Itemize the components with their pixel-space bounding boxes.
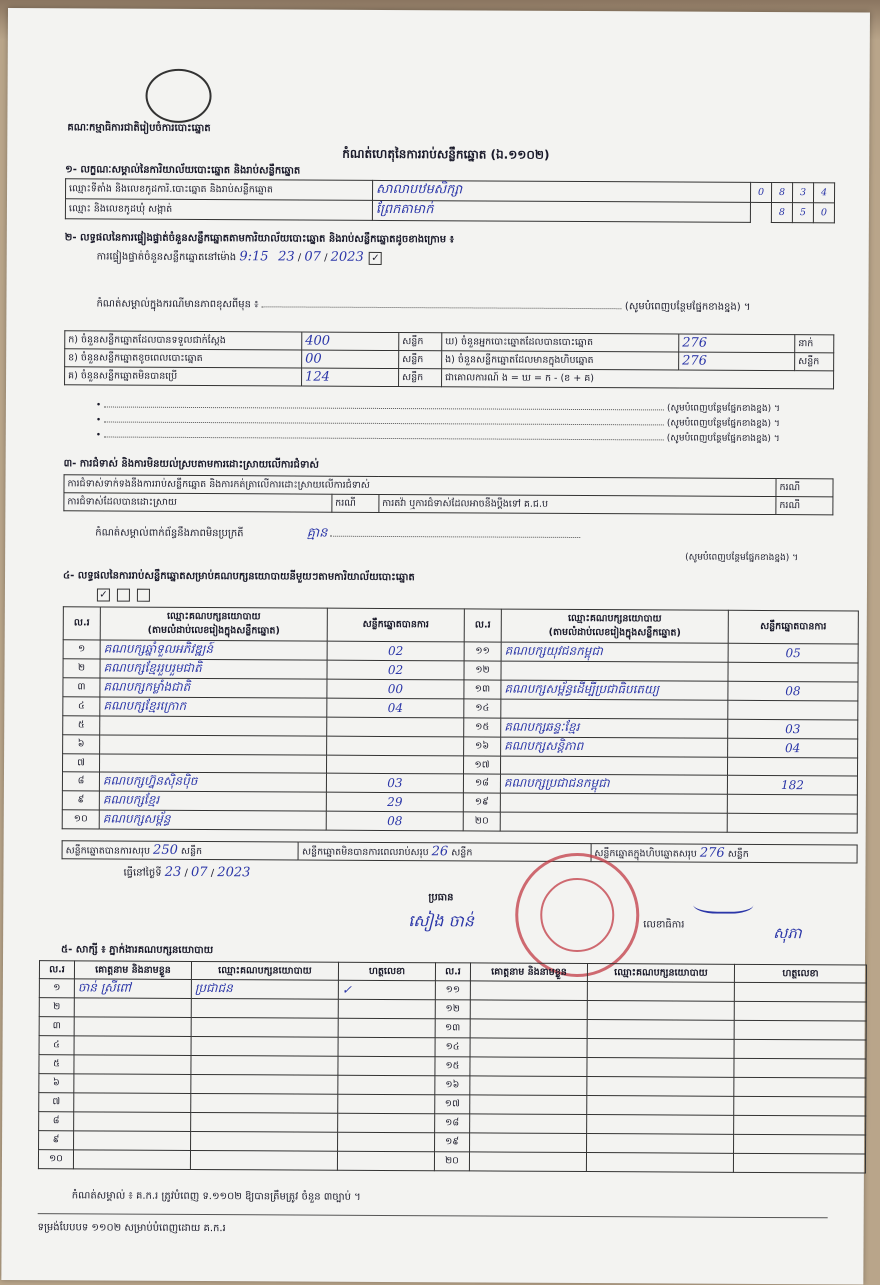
- chair-signature: សៀង ចាន់: [408, 911, 474, 931]
- verification-line: ការផ្ទៀងផ្ទាត់ចំនួនសន្លឹកឆ្នោតនៅម៉ោង 9:15 23 / 07 / 2023 ✓: [97, 248, 384, 266]
- party-name: [100, 754, 327, 773]
- row-no: ១១: [464, 642, 501, 661]
- unit-label: នាក់: [795, 335, 834, 353]
- party-name: គណបក្សខ្មែរ: [99, 791, 326, 811]
- divider: [38, 1213, 828, 1218]
- row-no: ១៧: [463, 756, 500, 774]
- witness-name: [74, 1112, 191, 1132]
- total-valid-value: 250: [153, 842, 178, 858]
- witness-signature: [734, 1115, 866, 1135]
- location-value: សាលាបឋមសិក្សា: [372, 180, 750, 202]
- signature-scribble: [693, 892, 753, 914]
- row-no: ១៩: [435, 1133, 470, 1152]
- irregularity-value: គ្មាន: [306, 525, 328, 541]
- col-votes: សន្លឹកឆ្នោតបានការ: [327, 608, 464, 642]
- row-no: ១១: [435, 981, 470, 1000]
- witness-signature: [734, 1020, 866, 1040]
- witness-party: [191, 1036, 338, 1056]
- row-no: ៤: [63, 697, 100, 716]
- witness-signature: [734, 1077, 866, 1097]
- vote-count: 08: [728, 681, 858, 701]
- page-title: កំណត់ហេតុនៃការរាប់សន្លឹកឆ្នោត (ឯ.១១០២): [342, 146, 550, 162]
- col-name: គោត្តនាម និងនាមខ្លួន: [74, 961, 191, 980]
- anomaly-label: កំណត់សម្គាល់ក្នុងករណីមានភាពខុសពីមុន ៖: [96, 298, 259, 311]
- party-name: [100, 735, 327, 755]
- party-name: គណបក្សសម្ព័ន្ធ: [99, 810, 326, 830]
- vote-count: 29: [326, 792, 463, 812]
- party-name: [500, 793, 727, 813]
- unit-label: សន្លឹក: [399, 333, 442, 351]
- witness-party: [587, 1134, 734, 1154]
- col-sign: ហត្ថលេខា: [734, 964, 866, 983]
- party-name: គណបក្សហ្វ៊ុនស៊ិនប៉ិច: [99, 772, 326, 792]
- witness-signature: [734, 982, 866, 1002]
- code2-digit: 0: [813, 203, 834, 223]
- code2-digit: 8: [771, 203, 792, 223]
- row-no: ១២: [464, 661, 501, 680]
- witness-signature: [338, 1113, 435, 1133]
- vote-count: 04: [728, 738, 858, 758]
- col-no: ល.រ: [39, 961, 74, 979]
- witness-name: [470, 1076, 587, 1096]
- vote-count: 05: [728, 643, 858, 663]
- a-label: ក) ចំនួនសន្លឹកឆ្នោតដែលបានទទួលជាក់ស្តែង: [65, 331, 302, 350]
- row-no: ១៤: [464, 699, 501, 718]
- witness-signature: [734, 1039, 866, 1059]
- objection-row1: ការជំទាស់ទាក់ទងនឹងការរាប់សន្លឹកឆ្នោត និងការកត់ត្រាលើការដោះស្រាយលើការជំទាស់: [64, 475, 776, 497]
- verification-day: 23: [278, 249, 295, 265]
- witness-signature: [338, 1056, 435, 1076]
- section1-heading: ១- លក្ខណៈសម្គាល់នៃការិយាល័យបោះឆ្នោត និងរាប់សន្លឹកឆ្នោត: [65, 164, 301, 177]
- official-stamp: [515, 853, 640, 978]
- witness-name: [470, 1000, 587, 1020]
- location-label: ឈ្មោះទីតាំង និងលេខកូដការិ.បោះឆ្នោត និងរាប់សន្លឹកឆ្នោត: [66, 179, 373, 201]
- row-no: ២: [63, 659, 100, 678]
- party-name: គណបក្សសម្ព័ន្ធដើម្បីប្រជាធិបតេយ្យ: [501, 680, 728, 700]
- total-invalid-label: សន្លឹកឆ្នោតមិនបានការពេលរាប់សរុប: [301, 846, 429, 858]
- vote-count: 04: [327, 698, 464, 718]
- witness-signature: ✓: [338, 980, 435, 1000]
- fill-note: (សូមបំពេញបន្ថែមផ្នែកខាងខ្នង) ។: [624, 301, 751, 313]
- vote-count: 08: [326, 811, 463, 831]
- col-party: ឈ្មោះគណបក្សនយោបាយ: [587, 964, 734, 983]
- witness-table: [38, 960, 867, 1173]
- table-row: [62, 810, 857, 833]
- total-box-label: សន្លឹកឆ្នោតក្នុងហិបឆ្នោតសរុប: [594, 847, 697, 860]
- witness-signature: [338, 1094, 435, 1114]
- witness-signature: [734, 1134, 866, 1154]
- party-name: គណបក្សកម្លាំងជាតិ: [100, 678, 327, 698]
- witness-party: [191, 1093, 338, 1113]
- c-value: 124: [302, 368, 399, 387]
- section2-heading: ២- លទ្ធផលនៃការផ្ទៀងផ្ទាត់ចំនួនសន្លឹកឆ្នោតតាមការិយាល័យបោះឆ្នោត និងរាប់សន្លឹកឆ្នោតដូចខាងក្រោម ៖: [64, 232, 455, 246]
- document-sheet: [1, 8, 870, 1284]
- party-name: [500, 812, 727, 832]
- row-no: ១៨: [435, 1114, 470, 1133]
- row-no: ៦: [39, 1074, 74, 1093]
- witness-party: [587, 1077, 734, 1097]
- total-valid-label: សន្លឹកឆ្នោតបានការសរុប: [65, 844, 151, 857]
- unit-label: សន្លឹក: [727, 848, 749, 860]
- col-no: ល.រ: [435, 963, 470, 981]
- row-no: ៥: [39, 1055, 74, 1074]
- witness-signature: [338, 1018, 435, 1038]
- vote-count: [727, 813, 857, 833]
- col-name: គោត្តនាម និងនាមខ្លួន: [470, 963, 587, 982]
- row-no: ១៣: [464, 680, 501, 699]
- col-no: ល.រ: [464, 609, 501, 642]
- row-no: ១៨: [463, 774, 500, 793]
- witness-party: [191, 998, 338, 1018]
- vote-count: 03: [728, 719, 858, 739]
- witness-party: [191, 1017, 338, 1037]
- case-label: ករណី: [776, 479, 833, 497]
- row-no: ១០: [62, 810, 99, 829]
- committee-name: គណៈកម្មាធិការជាតិរៀបចំការបោះឆ្នោត: [67, 122, 211, 135]
- witness-name: [74, 1074, 191, 1094]
- witness-party: [191, 1074, 338, 1094]
- row-no: ៧: [63, 754, 100, 772]
- e-label: ង) ចំនួនសន្លឹកឆ្នោតដែលមានក្នុងហិបឆ្នោត: [442, 351, 679, 370]
- total-box: [591, 844, 857, 863]
- witness-party: [587, 982, 734, 1002]
- code1-digit: 0: [750, 182, 771, 202]
- b-value: 00: [302, 350, 399, 369]
- member-signature: សុភា: [773, 924, 802, 943]
- witness-name: [74, 1093, 191, 1113]
- witness-party: [587, 1096, 734, 1116]
- witness-party: [190, 1150, 337, 1170]
- case-label: ករណី: [332, 494, 379, 512]
- col-no: ល.រ: [63, 607, 100, 640]
- verification-month: 07: [304, 249, 321, 265]
- witness-signature: [734, 1001, 866, 1021]
- total-box-value: 276: [699, 845, 725, 861]
- party-name: [501, 661, 728, 681]
- party-name: [100, 716, 327, 736]
- irregularity-label: កំណត់សម្គាល់ពាក់ព័ន្ធនឹងភាពមិនប្រក្រតី: [95, 527, 244, 540]
- date-label: ធ្វើនៅថ្ងៃទី: [123, 867, 162, 879]
- row-no: ៧: [39, 1093, 74, 1112]
- witness-name: [470, 1038, 587, 1058]
- section4-heading: ៤- លទ្ធផលនៃការរាប់សន្លឹកឆ្នោតសម្រាប់គណបក្សនយោបាយនីមួយៗតាមការិយាល័យបោះឆ្នោត: [62, 570, 415, 584]
- vote-count: 02: [327, 641, 464, 661]
- witness-signature: [337, 1151, 434, 1171]
- section3-heading: ៣- ការជំទាស់ និងការមិនយល់ស្របតាមការដោះស្រាយលើការជំទាស់: [63, 458, 319, 471]
- row-no: ៣: [63, 678, 100, 697]
- witness-party: [587, 1115, 734, 1135]
- d-label: ឃ) ចំនួនអ្នកបោះឆ្នោតដែលបានបោះឆ្នោត: [442, 333, 679, 352]
- witness-signature: [733, 1153, 865, 1173]
- party-name: គណបក្សប្រជាជនកម្ពុជា: [500, 774, 727, 794]
- vote-count: [327, 717, 464, 737]
- fill-note: (សូមបំពេញបន្ថែមផ្នែកខាងខ្នង) ។: [685, 552, 799, 564]
- unit-label: សន្លឹក: [795, 353, 834, 371]
- party-name: គណបក្សខ្មែរក្រោក: [100, 697, 327, 717]
- form-code: ទម្រង់បែបបទ ១១០២ សម្រាប់បំពេញដោយ គ.ក.រ: [37, 1222, 226, 1235]
- row-no: ៩: [62, 791, 99, 810]
- witness-party: [586, 1153, 733, 1173]
- results-table: [62, 606, 859, 833]
- witness-signature: [338, 1037, 435, 1057]
- witness-name: [470, 1057, 587, 1077]
- date-year: 2023: [217, 865, 251, 881]
- unit-label: សន្លឹក: [399, 369, 442, 387]
- e-value: 276: [679, 352, 795, 371]
- case-label: ករណី: [776, 497, 833, 515]
- total-valid: [62, 841, 299, 860]
- vote-count: [728, 662, 858, 682]
- objection-appeal: ការតវ៉ា ឬការជំទាស់ដែលអាចនឹងប្តឹងទៅ គ.ជ.ប: [379, 494, 776, 514]
- objection-resolved: ការជំទាស់ដែលបានដោះស្រាយ: [64, 493, 332, 512]
- anomaly-line: [96, 296, 836, 315]
- row-no: ២០: [463, 812, 500, 831]
- d-value: 276: [679, 334, 795, 353]
- witness-name: [74, 1055, 191, 1075]
- code1-digit: 8: [771, 183, 792, 203]
- row-no: ៥: [63, 716, 100, 735]
- witness-party: [587, 1001, 734, 1021]
- unit-label: សន្លឹក: [180, 845, 203, 857]
- row-no: ៣: [39, 1017, 74, 1036]
- footnote: កំណត់សម្គាល់ ៖ គ.ក.រ ត្រូវបំពេញ ទ.១១០២ ឱ្យបានត្រឹមត្រូវ ចំនួន ៣ច្បាប់ ។: [71, 1190, 361, 1203]
- unit-label: សន្លឹក: [399, 351, 442, 369]
- row-no: ១៥: [464, 718, 501, 737]
- col-party-sub: (តាមលំដាប់លេខរៀងក្នុងសន្លឹកឆ្នោត): [548, 626, 681, 639]
- section2-notes: • (សូមបំពេញបន្ថែមផ្នែកខាងខ្នង) ។ • (សូមបំពេញបន្ថែមផ្នែកខាងខ្នង) ។ • (សូមបំពេញបន្ថែមផ្នែកខាងខ្នង) ។: [95, 400, 780, 445]
- witness-name: [470, 1114, 587, 1134]
- vote-count: [727, 757, 857, 776]
- party-name: គណបក្សឆន្ទៈខ្មែរ: [501, 718, 728, 738]
- total-invalid: [298, 842, 590, 862]
- col-party: ឈ្មោះគណបក្សនយោបាយ: [568, 612, 662, 625]
- witness-signature: [338, 1132, 435, 1152]
- section5-heading: ៥- សាក្សី ៖ ភ្នាក់ងារគណបក្សនយោបាយ: [61, 944, 214, 957]
- b-label: ខ) ចំនួនសន្លឹកឆ្នោតខូចពេលបោះឆ្នោត: [65, 349, 302, 368]
- row-no: ១: [39, 979, 74, 998]
- row-no: ១៧: [435, 1095, 470, 1114]
- witness-signature: [734, 1058, 866, 1078]
- row-no: ១៩: [463, 793, 500, 812]
- witness-party: [191, 1112, 338, 1132]
- party-name: គណបក្សឆ្នាំទួលអភិវឌ្ឍន៍: [100, 640, 327, 660]
- vote-count: [327, 736, 464, 756]
- row-no: ២: [39, 998, 74, 1017]
- vote-count: [326, 755, 463, 774]
- chair-label: ប្រធាន: [428, 892, 454, 904]
- witness-name: [74, 1017, 191, 1037]
- party-name: [500, 756, 727, 775]
- row-no: ១៣: [435, 1019, 470, 1038]
- row-no: ១៥: [435, 1057, 470, 1076]
- verification-time: 9:15: [239, 249, 269, 265]
- row-no: ២០: [434, 1152, 469, 1171]
- date-month: 07: [190, 864, 208, 881]
- totals-table: [62, 840, 858, 863]
- objection-table: [63, 474, 833, 515]
- row-no: ៤: [39, 1036, 74, 1055]
- witness-name: [470, 1019, 587, 1039]
- row-no: ១: [63, 640, 100, 659]
- witness-party: [191, 1055, 338, 1075]
- witness-party: [587, 1020, 734, 1040]
- witness-name: [74, 998, 191, 1018]
- witness-signature: [338, 1075, 435, 1095]
- checkbox-checked[interactable]: ✓: [369, 251, 382, 264]
- party-name: [501, 699, 728, 719]
- date-day: 23: [164, 864, 182, 880]
- signing-date: ធ្វើនៅថ្ងៃទី 23 / 07 / 2023: [123, 864, 251, 881]
- checkbox-checked[interactable]: ✓: [97, 588, 110, 601]
- party-name: គណបក្សយុវជនកម្ពុជា: [501, 642, 728, 662]
- witness-name: [469, 1152, 586, 1172]
- checkbox[interactable]: [137, 589, 150, 602]
- row-no: ៦: [63, 735, 100, 754]
- commune-label: ឈ្មោះ និងលេខកូដឃុំ សង្កាត់: [65, 199, 372, 221]
- formula: ជាគោលការណ៍ ង = ឃ = ក - (ខ + គ): [442, 369, 834, 389]
- fill-note: (សូមបំពេញបន្ថែមផ្នែកខាងខ្នង) ។: [666, 433, 780, 445]
- witness-party: [587, 1058, 734, 1078]
- col-party-sub: (តាមលំដាប់លេខរៀងក្នុងសន្លឹកឆ្នោត): [147, 624, 280, 637]
- party-name: គណបក្សសន្តិភាព: [501, 737, 728, 757]
- section4-checkboxes: [95, 588, 152, 601]
- col-party: ឈ្មោះគណបក្សនយោបាយ: [191, 961, 338, 980]
- row-no: ១២: [435, 1000, 470, 1019]
- code1-digit: 3: [792, 183, 813, 203]
- emblem-logo: [145, 69, 211, 123]
- secretary-label: លេខាធិការ: [643, 919, 685, 931]
- row-no: ១៤: [435, 1038, 470, 1057]
- row-no: ១០: [38, 1150, 73, 1169]
- witness-party: [191, 1131, 338, 1151]
- vote-count: 00: [327, 679, 464, 699]
- code1-digit: 4: [813, 183, 834, 203]
- row-no: ១៦: [464, 737, 501, 756]
- witness-name: [470, 1133, 587, 1153]
- unit-label: សន្លឹក: [451, 846, 473, 858]
- col-party: ឈ្មោះគណបក្សនយោបាយ: [167, 610, 261, 623]
- c-label: គ) ចំនួនសន្លឹកឆ្នោតមិនបានប្រើ: [65, 367, 302, 386]
- row-no: ៨: [39, 1112, 74, 1131]
- party-name: គណបក្សខ្មែររួបរួមជាតិ: [100, 659, 327, 679]
- witness-party: ប្រជាជន: [191, 979, 338, 999]
- vote-count: 02: [327, 660, 464, 680]
- witness-name: [470, 981, 587, 1001]
- col-sign: ហត្ថលេខា: [338, 962, 435, 981]
- commune-value: ព្រែកតាមាក់: [372, 200, 750, 222]
- row-no: ៩: [39, 1131, 74, 1150]
- witness-name: ចាន់ ស្រីពៅ: [74, 979, 191, 999]
- vote-count: 03: [326, 773, 463, 793]
- vote-count: 182: [727, 775, 857, 795]
- checkbox[interactable]: [117, 589, 130, 602]
- vote-count: [727, 794, 857, 814]
- witness-name: [73, 1150, 190, 1170]
- section1-table: [65, 178, 835, 223]
- witness-name: [74, 1131, 191, 1151]
- total-invalid-value: 26: [431, 843, 449, 859]
- code2-digit: 5: [792, 203, 813, 223]
- row-no: ១៦: [435, 1076, 470, 1095]
- vote-count: [728, 700, 858, 720]
- col-votes: សន្លឹកឆ្នោតបានការ: [728, 610, 858, 644]
- witness-name: [74, 1036, 191, 1056]
- table-row: [38, 1150, 865, 1173]
- witness-signature: [734, 1096, 866, 1116]
- fill-note: (សូមបំពេញបន្ថែមផ្នែកខាងខ្នង) ។: [666, 418, 780, 430]
- witness-signature: [338, 999, 435, 1019]
- count-table: [64, 330, 834, 389]
- irregularity-line: [95, 523, 580, 545]
- witness-name: [470, 1095, 587, 1115]
- witness-party: [587, 1039, 734, 1059]
- row-no: ៨: [62, 772, 99, 791]
- verification-year: 2023: [330, 249, 364, 265]
- a-value: 400: [302, 332, 399, 351]
- fill-note: (សូមបំពេញបន្ថែមផ្នែកខាងខ្នង) ។: [666, 403, 780, 415]
- verification-text: ការផ្ទៀងផ្ទាត់ចំនួនសន្លឹកឆ្នោតនៅម៉ោង: [96, 251, 237, 264]
